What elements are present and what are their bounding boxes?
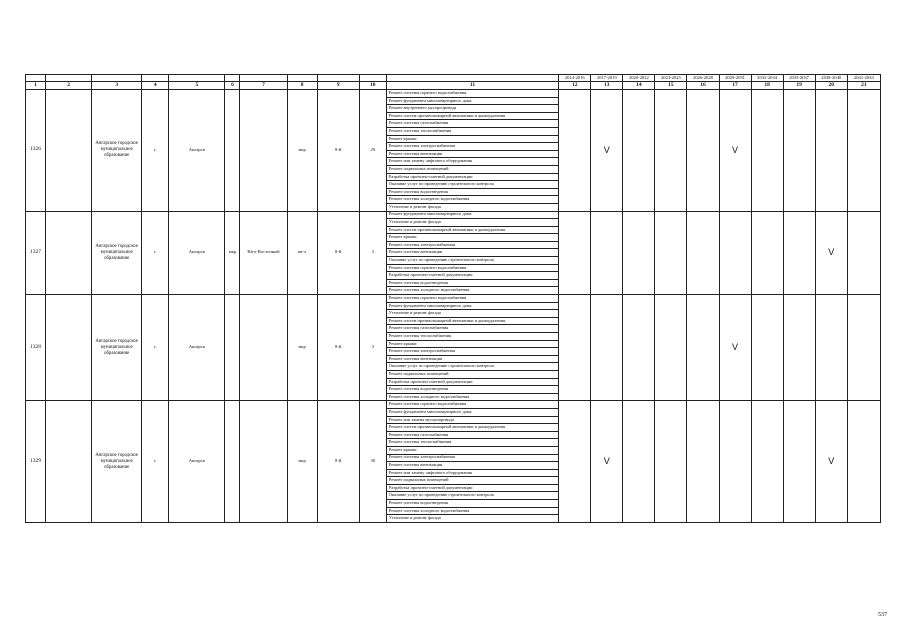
period-cell [655,295,687,401]
work-item: Ремонт системы вентиляции [386,249,558,257]
period-mark: V [591,90,623,212]
period-mark: V [815,401,847,523]
period-cell [751,90,783,212]
column-number: 18 [751,82,783,90]
column-number: 21 [847,82,880,90]
column-number: 14 [623,82,655,90]
work-item: Ремонт системы вентиляции [386,355,558,363]
row-id: 1329 [26,401,46,523]
work-item: Утепление и ремонт фасада [386,219,558,227]
period-cell [687,401,719,523]
building: 29 [359,90,386,212]
street-type: мкр [225,211,240,295]
period-cell [623,401,655,523]
blank-header-cell [92,75,142,82]
street [240,295,287,401]
work-item: Ремонт подвальных помещений [386,370,558,378]
work-item: Ремонт крыши [386,446,558,454]
work-item: Ремонт подвальных помещений [386,165,558,173]
work-item: Ремонт системы холодного водоснабжения [386,393,558,401]
work-item: Ремонт фундамента многоквартирного дома [386,211,558,219]
house-type: мкр [287,401,317,523]
work-item: Ремонт или замена мусоропровода [386,416,558,424]
locality: Ангарск [169,295,225,401]
period-cell [687,90,719,212]
period-header: 2014-2016 [559,75,591,82]
blank-header-cell [26,75,46,82]
period-header: 2029-2031 [719,75,751,82]
work-item: Ремонт или замену лифтового оборудования [386,469,558,477]
building: 3 [359,211,386,295]
work-item: Ремонт системы теплоснабжения [386,439,558,447]
column-number: 1 [26,82,46,90]
work-item: Ремонт системы теплоснабжения [386,127,558,135]
period-cell [751,211,783,295]
work-item: Ремонт системы вентиляции [386,462,558,470]
period-mark: V [815,211,847,295]
period-cell [591,295,623,401]
column-number: 12 [559,82,591,90]
house-type: кв-л [287,211,317,295]
column-number: 5 [169,82,225,90]
work-item: Ремонт системы водоотведения [386,188,558,196]
blank-header-cell [359,75,386,82]
work-item: Разработка проектно-сметной документации [386,272,558,280]
page-number: 537 [878,612,887,618]
row-id: 1328 [26,295,46,401]
work-item: Ремонт системы холодного водоснабжения [386,287,558,295]
column-number: 8 [287,82,317,90]
work-item: Ремонт системы горячего водоснабжения [386,264,558,272]
house-type: мкр [287,295,317,401]
work-item: Ремонт системы водоотведения [386,500,558,508]
municipality: Ангарское городское муниципальное образование [92,401,142,523]
period-cell [559,211,591,295]
work-item: Ремонт системы электроснабжения [386,454,558,462]
period-cell [751,295,783,401]
work-item: Разработка проектно-сметной документации [386,484,558,492]
work-item: Ремонт системы газоснабжения [386,431,558,439]
period-cell [559,295,591,401]
blank-header-cell [169,75,225,82]
column-number: 7 [240,82,287,90]
column-number: 19 [783,82,815,90]
work-item: Ремонт крыши [386,234,558,242]
work-item: Ремонт системы электроснабжения [386,348,558,356]
work-item: Оказание услуг по проведению строительного контроля [386,257,558,265]
work-row [26,90,881,98]
street-type [225,295,240,401]
blank-header-cell [317,75,359,82]
period-cell [655,90,687,212]
work-item: Оказание услуг по проведению строительного контроля [386,492,558,500]
period-cell [783,401,815,523]
blank-cell [46,401,92,523]
work-item: Ремонт системы холодного водоснабжения [386,507,558,515]
period-header: 2026-2028 [687,75,719,82]
period-cell [655,211,687,295]
period-header: 2023-2025 [655,75,687,82]
period-cell [751,401,783,523]
period-cell [815,90,847,212]
period-cell [783,90,815,212]
street-type [225,90,240,212]
work-item: Ремонт системы холодного водоснабжения [386,196,558,204]
blank-header-cell [46,75,92,82]
work-row [26,401,881,409]
column-number: 9 [317,82,359,90]
period-mark: V [591,401,623,523]
house: 8-й [317,295,359,401]
work-row [26,211,881,219]
locality-type: г. [142,90,169,212]
column-number: 10 [359,82,386,90]
period-cell [719,211,751,295]
street [240,401,287,523]
locality-type: г. [142,401,169,523]
municipality: Ангарское городское муниципальное образование [92,295,142,401]
blank-cell [46,295,92,401]
locality-type: г. [142,211,169,295]
work-item: Ремонт системы горячего водоснабжения [386,90,558,98]
period-cell [591,211,623,295]
column-number: 17 [719,82,751,90]
column-number: 4 [142,82,169,90]
house: 8-й [317,401,359,523]
capital-repair-schedule-table [25,74,881,523]
house-type: мкр [287,90,317,212]
work-item: Ремонт системы водоотведения [386,386,558,394]
blank-header-cell [240,75,287,82]
work-item: Ремонт систем противопожарной автоматики и дымоудаления [386,317,558,325]
work-item: Ремонт или замену лифтового оборудования [386,158,558,166]
period-cell [847,90,880,212]
work-item: Ремонт внутреннего мусоропровода [386,105,558,113]
work-item: Ремонт крыши [386,340,558,348]
work-item: Ремонт подвальных помещений [386,477,558,485]
blank-header-cell [287,75,317,82]
blank-header-cell [225,75,240,82]
period-header: 2038-2040 [815,75,847,82]
period-cell [655,401,687,523]
work-item: Ремонт системы электроснабжения [386,143,558,151]
period-cell [687,211,719,295]
period-mark: V [719,90,751,212]
period-cell [847,295,880,401]
period-cell [623,211,655,295]
period-header: 2032-2034 [751,75,783,82]
locality: Ангарск [169,211,225,295]
work-item: Утепление и ремонт фасада [386,203,558,211]
period-header: 2017-2019 [591,75,623,82]
period-header: 2035-2037 [783,75,815,82]
column-number: 11 [386,82,558,90]
work-item: Разработка проектно-сметной документации [386,378,558,386]
blank-header-cell [386,75,558,82]
work-item: Ремонт крыши [386,135,558,143]
period-cell [783,211,815,295]
work-item: Оказание услуг по проведению строительного контроля [386,181,558,189]
locality: Ангарск [169,90,225,212]
work-item: Ремонт системы вентиляции [386,150,558,158]
column-number: 3 [92,82,142,90]
work-item: Ремонт систем противопожарной автоматики и дымоудаления [386,226,558,234]
street-type [225,401,240,523]
column-number: 16 [687,82,719,90]
work-item: Разработка проектно-сметной документации [386,173,558,181]
column-number: 15 [655,82,687,90]
work-item: Ремонт системы газоснабжения [386,325,558,333]
work-item: Оказание услуг по проведению строительного контроля [386,363,558,371]
column-number: 20 [815,82,847,90]
work-item: Ремонт системы электроснабжения [386,241,558,249]
period-header: 2020-2022 [623,75,655,82]
period-cell [559,401,591,523]
street: Юго-Восточный [240,211,287,295]
work-item: Ремонт систем противопожарной автоматики и дымоудаления [386,424,558,432]
building: 3 [359,295,386,401]
work-item: Ремонт систем противопожарной автоматики и дымоудаления [386,112,558,120]
period-cell [847,211,880,295]
work-row [26,295,881,303]
period-cell [847,401,880,523]
period-cell [623,90,655,212]
locality-type: г. [142,295,169,401]
period-cell [815,295,847,401]
column-number: 13 [591,82,623,90]
work-item: Утепление и ремонт фасада [386,310,558,318]
period-mark: V [719,295,751,401]
work-item: Ремонт системы газоснабжения [386,120,558,128]
locality: Ангарск [169,401,225,523]
period-header-row [26,75,881,82]
work-item: Ремонт системы водоотведения [386,279,558,287]
house: 8-й [317,90,359,212]
period-cell [687,295,719,401]
period-header: 2041-2043 [847,75,880,82]
blank-header-cell [142,75,169,82]
period-cell [623,295,655,401]
column-number-row [26,82,881,90]
row-id: 1326 [26,90,46,212]
work-item: Ремонт фундамента многоквартирного дома [386,302,558,310]
municipality: Ангарское городское муниципальное образование [92,90,142,212]
work-item: Ремонт фундамента многоквартирного дома [386,97,558,105]
column-number: 2 [46,82,92,90]
period-cell [559,90,591,212]
work-item: Ремонт системы горячего водоснабжения [386,401,558,409]
work-item: Ремонт системы горячего водоснабжения [386,295,558,303]
work-item: Ремонт системы теплоснабжения [386,333,558,341]
house: 8-й [317,211,359,295]
municipality: Ангарское городское муниципальное образование [92,211,142,295]
work-item: Ремонт фундамента многоквартирного дома [386,408,558,416]
row-id: 1327 [26,211,46,295]
column-number: 6 [225,82,240,90]
blank-cell [46,90,92,212]
building: 30 [359,401,386,523]
period-cell [783,295,815,401]
street [240,90,287,212]
work-item: Утепление и ремонт фасада [386,515,558,523]
blank-cell [46,211,92,295]
period-cell [719,401,751,523]
